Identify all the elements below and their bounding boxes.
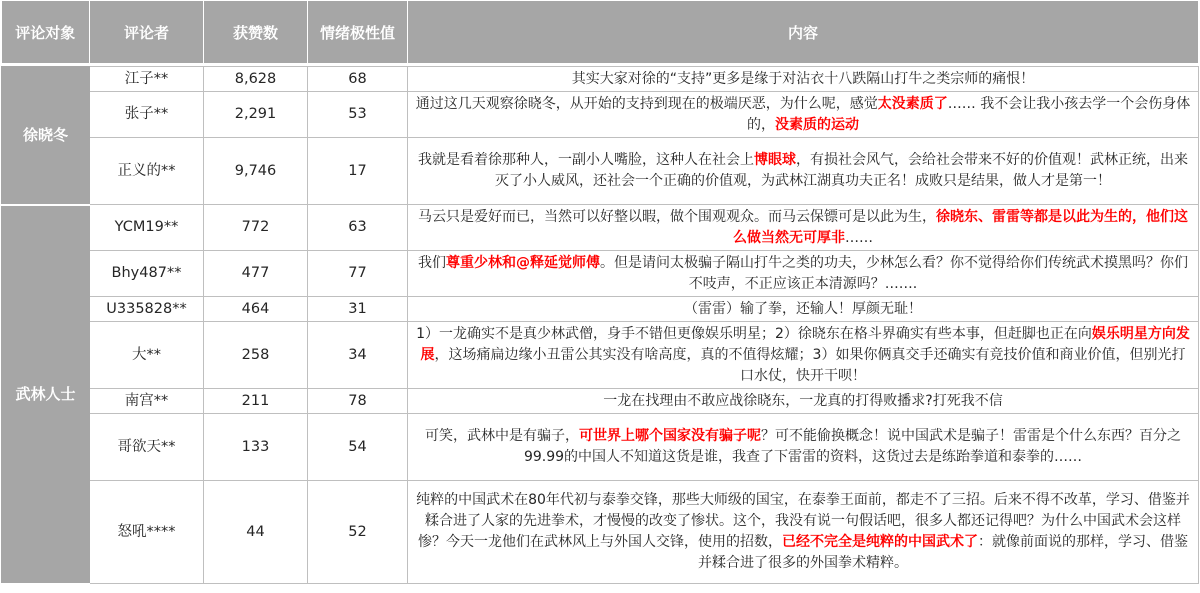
header-commenter: 评论者 <box>90 1 204 63</box>
content-text: ，有损社会风气，会给社会带来不好的价值观！武林正统，出来灭了小人威风，还社会一个正确的价值观，为武林江湖真功夫正名！成败只是结果，做人才是第一！ <box>495 152 1188 189</box>
content-text: …… 我不会让我小孩去学一个会伤身体的， <box>747 95 1191 133</box>
likes-cell: 133 <box>204 414 308 481</box>
likes-cell: 477 <box>204 251 308 297</box>
likes-cell: 9,746 <box>204 138 308 205</box>
table-row <box>2 322 1199 389</box>
commenter-cell: 哥欲天** <box>90 414 204 481</box>
content-text: 通过这几天观察徐晓冬，从开始的支持到现在的极端厌恶，为什么呢，感觉 <box>415 95 878 112</box>
polarity-cell: 68 <box>308 67 408 92</box>
content-text: …… <box>845 229 873 246</box>
content-text: ：就像前面说的那样，学习、借鉴并糅合进了很多的外国拳术精粹。 <box>698 534 1188 571</box>
content-text: 1）一龙确实不是真少林武僧，身手不错但更像娱乐明星；2）徐晓东在格斗界确实有些本事，但赶脚也正在向 <box>416 325 1092 342</box>
table-row <box>2 481 1199 584</box>
content-cell <box>408 322 1199 389</box>
content-cell <box>408 92 1199 138</box>
content-text: （雷雷）输了拳，还输人！厚颜无耻！ <box>684 300 922 317</box>
header-content: 内容 <box>408 1 1199 63</box>
commenter-cell: 江子** <box>90 67 204 92</box>
likes-cell: 211 <box>204 389 308 414</box>
content-text: 纯粹的中国武术在80年代初与泰拳交锋，那些大师级的国宝，在泰拳王面前，都走不了三招。后来不得不改革，学习、借鉴并糅合进了人家的先进拳术，才慢慢的改变了惨状。这个，我没有说一句假话吧，很多人都还记得吧？为什么中国武术会这样惨？今天一龙他们在武林风上与外国人交锋，使用的招数， <box>416 492 1190 550</box>
comments-table <box>1 1 1199 585</box>
content-cell <box>408 389 1199 414</box>
content-cell <box>408 205 1199 251</box>
highlight-text: 尊重少林和@释延觉师傅 <box>446 254 600 271</box>
header-likes: 获赞数 <box>204 1 308 63</box>
content-text: 我们 <box>418 254 446 271</box>
highlight-text: 娱乐明星方向发展 <box>420 325 1190 363</box>
header-polarity: 情绪极性值 <box>308 1 408 63</box>
content-text: ？可不能偷换概念！说中国武术是骗子！雷雷是个什么东西？百分之99.99的中国人不知道这货是谁，我查了下雷雷的资料，这货过去是练跆拳道和泰拳的…… <box>523 428 1181 465</box>
polarity-cell: 52 <box>308 481 408 584</box>
commenter-cell: 怒吼**** <box>90 481 204 584</box>
highlight-text: 博眼球 <box>754 152 796 168</box>
table-row <box>2 414 1199 481</box>
content-text: 马云只是爱好而已，当然可以好整以暇，做个围观观众。而马云保镖可是以此为生， <box>418 208 936 225</box>
commenter-cell: 南宫** <box>90 389 204 414</box>
content-cell <box>408 67 1199 92</box>
commenter-cell: U335828** <box>90 297 204 322</box>
likes-cell: 772 <box>204 205 308 251</box>
table-row <box>2 297 1199 322</box>
polarity-cell: 31 <box>308 297 408 322</box>
header-row <box>2 1 1199 63</box>
content-text: 可笑，武林中是有骗子， <box>425 428 579 444</box>
commenter-cell: 正义的** <box>90 138 204 205</box>
likes-cell: 2,291 <box>204 92 308 138</box>
commenter-cell: 大** <box>90 322 204 389</box>
likes-cell: 8,628 <box>204 67 308 92</box>
content-text: 一龙在找理由不敢应战徐晓东，一龙真的打得败播求?打死我不信 <box>603 392 1003 409</box>
highlight-text: 徐晓东、雷雷等都是以此为生的，他们这么做当然无可厚非 <box>733 208 1188 246</box>
polarity-cell: 77 <box>308 251 408 297</box>
content-cell <box>408 481 1199 584</box>
polarity-cell: 53 <box>308 92 408 138</box>
highlight-text: 可世界上哪个国家没有骗子呢 <box>579 428 761 444</box>
table-row <box>2 92 1199 138</box>
commenter-cell: YCM19** <box>90 205 204 251</box>
group-label: 徐晓冬 <box>2 67 90 205</box>
polarity-cell: 78 <box>308 389 408 414</box>
table-row <box>2 251 1199 297</box>
likes-cell: 464 <box>204 297 308 322</box>
content-cell <box>408 138 1199 205</box>
table-row <box>2 67 1199 92</box>
table-row <box>2 138 1199 205</box>
content-text: 我就是看着徐那种人，一副小人嘴脸，这种人在社会上 <box>418 152 754 168</box>
commenter-cell: 张子** <box>90 92 204 138</box>
content-text: 其实大家对徐的“支持”更多是缘于对沾衣十八跌隔山打牛之类宗师的痛恨！ <box>571 70 1035 87</box>
header-target: 评论对象 <box>2 1 90 63</box>
polarity-cell: 34 <box>308 322 408 389</box>
commenter-cell: Bhy487** <box>90 251 204 297</box>
likes-cell: 258 <box>204 322 308 389</box>
content-cell <box>408 297 1199 322</box>
highlight-text: 已经不完全是纯粹的中国武术了 <box>782 534 978 550</box>
table-row <box>2 389 1199 414</box>
polarity-cell: 63 <box>308 205 408 251</box>
content-text: ，这场痛扁边缘小丑雷公其实没有啥高度，真的不值得炫耀；3）如果你俩真交手还确实有竞技价值和商业价值，但别光打口水仗，快开干呗！ <box>434 346 1186 384</box>
polarity-cell: 17 <box>308 138 408 205</box>
polarity-cell: 54 <box>308 414 408 481</box>
table-row <box>2 205 1199 251</box>
content-cell <box>408 251 1199 297</box>
content-cell <box>408 414 1199 481</box>
highlight-text: 太没素质了 <box>877 95 948 112</box>
group-label: 武林人士 <box>2 205 90 584</box>
content-text: 。但是请问太极骗子隔山打牛之类的功夫，少林怎么看？你不觉得给你们传统武术摸黑吗？你们不吱声，不正应该正本清源吗？……. <box>600 254 1188 292</box>
highlight-text: 没素质的运动 <box>775 116 859 133</box>
likes-cell: 44 <box>204 481 308 584</box>
